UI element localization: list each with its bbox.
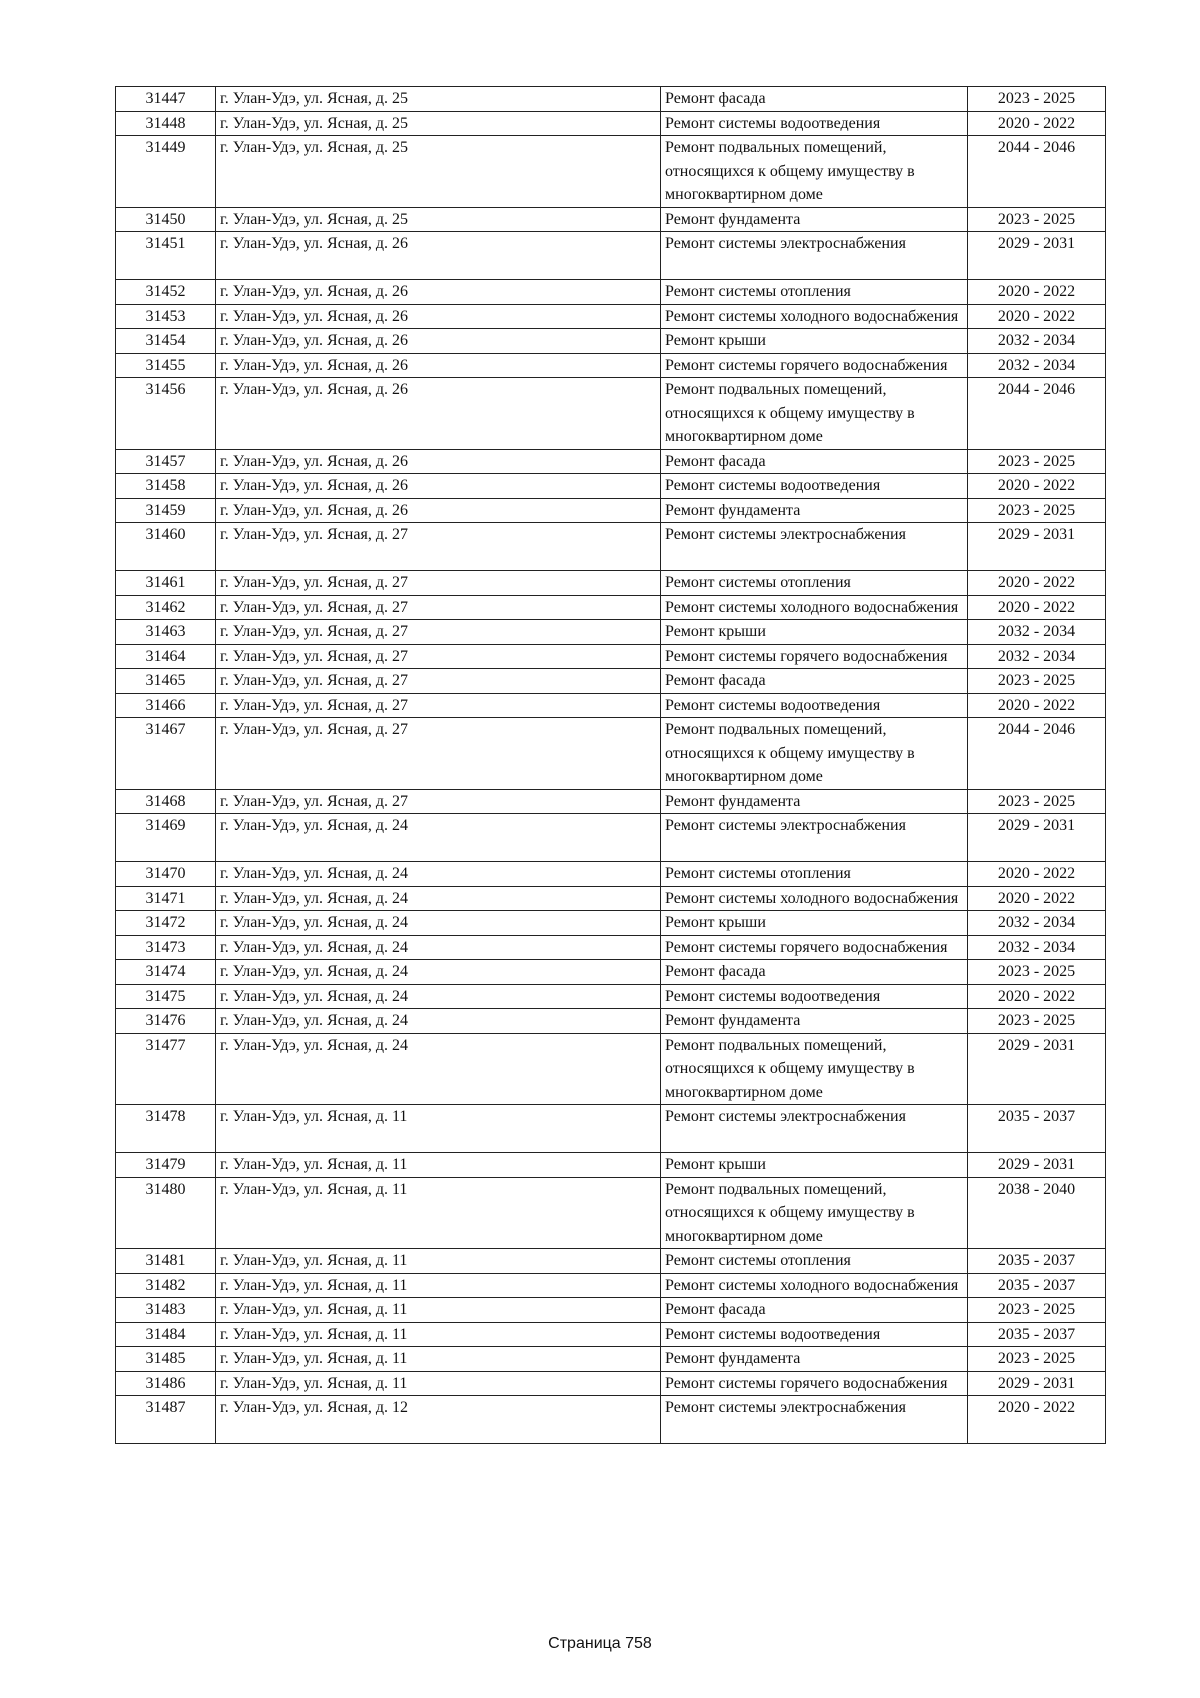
period-cell: 2032 - 2034 bbox=[968, 329, 1106, 354]
address-cell: г. Улан-Удэ, ул. Ясная, д. 27 bbox=[216, 644, 661, 669]
table-row bbox=[116, 620, 1106, 645]
work-type-cell: Ремонт системы водоотведения bbox=[661, 984, 968, 1009]
row-number-cell: 31448 bbox=[116, 111, 216, 136]
table-row bbox=[116, 1273, 1106, 1298]
period-cell: 2020 - 2022 bbox=[968, 1396, 1106, 1444]
table-row bbox=[116, 960, 1106, 985]
row-number-cell: 31455 bbox=[116, 353, 216, 378]
address-cell: г. Улан-Удэ, ул. Ясная, д. 24 bbox=[216, 911, 661, 936]
work-type-cell: Ремонт системы отопления bbox=[661, 571, 968, 596]
address-cell: г. Улан-Удэ, ул. Ясная, д. 26 bbox=[216, 304, 661, 329]
row-number-cell: 31456 bbox=[116, 378, 216, 450]
row-number-cell: 31473 bbox=[116, 935, 216, 960]
table-row bbox=[116, 378, 1106, 450]
row-number-cell: 31472 bbox=[116, 911, 216, 936]
table-row bbox=[116, 449, 1106, 474]
address-cell: г. Улан-Удэ, ул. Ясная, д. 27 bbox=[216, 595, 661, 620]
row-number-cell: 31470 bbox=[116, 862, 216, 887]
address-cell: г. Улан-Удэ, ул. Ясная, д. 26 bbox=[216, 232, 661, 280]
table-row bbox=[116, 669, 1106, 694]
table-row bbox=[116, 984, 1106, 1009]
period-cell: 2029 - 2031 bbox=[968, 523, 1106, 571]
row-number-cell: 31471 bbox=[116, 886, 216, 911]
period-cell: 2023 - 2025 bbox=[968, 1009, 1106, 1034]
row-number-cell: 31478 bbox=[116, 1105, 216, 1153]
period-cell: 2020 - 2022 bbox=[968, 693, 1106, 718]
row-number-cell: 31479 bbox=[116, 1153, 216, 1178]
row-number-cell: 31467 bbox=[116, 718, 216, 790]
period-cell: 2020 - 2022 bbox=[968, 111, 1106, 136]
table-row bbox=[116, 474, 1106, 499]
table-row bbox=[116, 1371, 1106, 1396]
address-cell: г. Улан-Удэ, ул. Ясная, д. 24 bbox=[216, 814, 661, 862]
table-row bbox=[116, 595, 1106, 620]
address-cell: г. Улан-Удэ, ул. Ясная, д. 11 bbox=[216, 1105, 661, 1153]
period-cell: 2023 - 2025 bbox=[968, 87, 1106, 112]
row-number-cell: 31449 bbox=[116, 136, 216, 208]
period-cell: 2020 - 2022 bbox=[968, 304, 1106, 329]
table-row bbox=[116, 1347, 1106, 1372]
row-number-cell: 31465 bbox=[116, 669, 216, 694]
work-type-cell: Ремонт системы электроснабжения bbox=[661, 1105, 968, 1153]
row-number-cell: 31450 bbox=[116, 207, 216, 232]
row-number-cell: 31451 bbox=[116, 232, 216, 280]
address-cell: г. Улан-Удэ, ул. Ясная, д. 11 bbox=[216, 1273, 661, 1298]
address-cell: г. Улан-Удэ, ул. Ясная, д. 26 bbox=[216, 449, 661, 474]
work-type-cell: Ремонт системы горячего водоснабжения bbox=[661, 644, 968, 669]
table-row bbox=[116, 644, 1106, 669]
table-row bbox=[116, 935, 1106, 960]
page-number: Страница 758 bbox=[548, 1635, 652, 1652]
period-cell: 2032 - 2034 bbox=[968, 935, 1106, 960]
row-number-cell: 31464 bbox=[116, 644, 216, 669]
row-number-cell: 31454 bbox=[116, 329, 216, 354]
period-cell: 2029 - 2031 bbox=[968, 1153, 1106, 1178]
work-type-cell: Ремонт системы водоотведения bbox=[661, 111, 968, 136]
address-cell: г. Улан-Удэ, ул. Ясная, д. 11 bbox=[216, 1177, 661, 1249]
row-number-cell: 31459 bbox=[116, 498, 216, 523]
period-cell: 2029 - 2031 bbox=[968, 232, 1106, 280]
work-type-cell: Ремонт подвальных помещений, относящихся к общему имуществу в многоквартирном доме bbox=[661, 378, 968, 450]
period-cell: 2020 - 2022 bbox=[968, 862, 1106, 887]
work-type-cell: Ремонт фасада bbox=[661, 669, 968, 694]
row-number-cell: 31462 bbox=[116, 595, 216, 620]
period-cell: 2023 - 2025 bbox=[968, 960, 1106, 985]
address-cell: г. Улан-Удэ, ул. Ясная, д. 26 bbox=[216, 280, 661, 305]
work-type-cell: Ремонт крыши bbox=[661, 329, 968, 354]
period-cell: 2035 - 2037 bbox=[968, 1322, 1106, 1347]
repair-schedule-table bbox=[115, 86, 1106, 1444]
work-type-cell: Ремонт системы электроснабжения bbox=[661, 232, 968, 280]
address-cell: г. Улан-Удэ, ул. Ясная, д. 11 bbox=[216, 1371, 661, 1396]
period-cell: 2023 - 2025 bbox=[968, 669, 1106, 694]
period-cell: 2035 - 2037 bbox=[968, 1273, 1106, 1298]
period-cell: 2020 - 2022 bbox=[968, 595, 1106, 620]
row-number-cell: 31458 bbox=[116, 474, 216, 499]
row-number-cell: 31460 bbox=[116, 523, 216, 571]
work-type-cell: Ремонт фасада bbox=[661, 960, 968, 985]
table-row bbox=[116, 280, 1106, 305]
address-cell: г. Улан-Удэ, ул. Ясная, д. 24 bbox=[216, 935, 661, 960]
address-cell: г. Улан-Удэ, ул. Ясная, д. 26 bbox=[216, 329, 661, 354]
table-row bbox=[116, 87, 1106, 112]
table-row bbox=[116, 1249, 1106, 1274]
address-cell: г. Улан-Удэ, ул. Ясная, д. 24 bbox=[216, 960, 661, 985]
row-number-cell: 31468 bbox=[116, 789, 216, 814]
table-row bbox=[116, 1009, 1106, 1034]
table-row bbox=[116, 1033, 1106, 1105]
period-cell: 2020 - 2022 bbox=[968, 474, 1106, 499]
work-type-cell: Ремонт системы отопления bbox=[661, 280, 968, 305]
work-type-cell: Ремонт крыши bbox=[661, 620, 968, 645]
address-cell: г. Улан-Удэ, ул. Ясная, д. 26 bbox=[216, 353, 661, 378]
row-number-cell: 31485 bbox=[116, 1347, 216, 1372]
period-cell: 2023 - 2025 bbox=[968, 449, 1106, 474]
row-number-cell: 31477 bbox=[116, 1033, 216, 1105]
row-number-cell: 31475 bbox=[116, 984, 216, 1009]
table-row bbox=[116, 207, 1106, 232]
table-row bbox=[116, 136, 1106, 208]
period-cell: 2020 - 2022 bbox=[968, 280, 1106, 305]
work-type-cell: Ремонт подвальных помещений, относящихся к общему имуществу в многоквартирном доме bbox=[661, 136, 968, 208]
period-cell: 2032 - 2034 bbox=[968, 620, 1106, 645]
address-cell: г. Улан-Удэ, ул. Ясная, д. 27 bbox=[216, 620, 661, 645]
table-row bbox=[116, 498, 1106, 523]
work-type-cell: Ремонт подвальных помещений, относящихся к общему имуществу в многоквартирном доме bbox=[661, 1033, 968, 1105]
row-number-cell: 31474 bbox=[116, 960, 216, 985]
period-cell: 2032 - 2034 bbox=[968, 353, 1106, 378]
table-row bbox=[116, 693, 1106, 718]
row-number-cell: 31469 bbox=[116, 814, 216, 862]
work-type-cell: Ремонт крыши bbox=[661, 911, 968, 936]
table-row bbox=[116, 1322, 1106, 1347]
row-number-cell: 31453 bbox=[116, 304, 216, 329]
period-cell: 2029 - 2031 bbox=[968, 814, 1106, 862]
table-row bbox=[116, 111, 1106, 136]
address-cell: г. Улан-Удэ, ул. Ясная, д. 27 bbox=[216, 571, 661, 596]
table-row bbox=[116, 814, 1106, 862]
work-type-cell: Ремонт системы холодного водоснабжения bbox=[661, 886, 968, 911]
work-type-cell: Ремонт системы электроснабжения bbox=[661, 1396, 968, 1444]
row-number-cell: 31486 bbox=[116, 1371, 216, 1396]
address-cell: г. Улан-Удэ, ул. Ясная, д. 25 bbox=[216, 111, 661, 136]
row-number-cell: 31483 bbox=[116, 1298, 216, 1323]
row-number-cell: 31481 bbox=[116, 1249, 216, 1274]
address-cell: г. Улан-Удэ, ул. Ясная, д. 27 bbox=[216, 789, 661, 814]
period-cell: 2044 - 2046 bbox=[968, 378, 1106, 450]
table-row bbox=[116, 911, 1106, 936]
period-cell: 2029 - 2031 bbox=[968, 1371, 1106, 1396]
table-row bbox=[116, 1153, 1106, 1178]
period-cell: 2023 - 2025 bbox=[968, 207, 1106, 232]
address-cell: г. Улан-Удэ, ул. Ясная, д. 27 bbox=[216, 718, 661, 790]
row-number-cell: 31482 bbox=[116, 1273, 216, 1298]
address-cell: г. Улан-Удэ, ул. Ясная, д. 24 bbox=[216, 862, 661, 887]
address-cell: г. Улан-Удэ, ул. Ясная, д. 26 bbox=[216, 378, 661, 450]
work-type-cell: Ремонт фундамента bbox=[661, 207, 968, 232]
address-cell: г. Улан-Удэ, ул. Ясная, д. 12 bbox=[216, 1396, 661, 1444]
address-cell: г. Улан-Удэ, ул. Ясная, д. 24 bbox=[216, 1009, 661, 1034]
work-type-cell: Ремонт подвальных помещений, относящихся к общему имуществу в многоквартирном доме bbox=[661, 718, 968, 790]
period-cell: 2020 - 2022 bbox=[968, 886, 1106, 911]
row-number-cell: 31466 bbox=[116, 693, 216, 718]
table-body bbox=[116, 87, 1106, 1444]
address-cell: г. Улан-Удэ, ул. Ясная, д. 25 bbox=[216, 207, 661, 232]
work-type-cell: Ремонт фасада bbox=[661, 87, 968, 112]
table-row bbox=[116, 353, 1106, 378]
period-cell: 2032 - 2034 bbox=[968, 911, 1106, 936]
address-cell: г. Улан-Удэ, ул. Ясная, д. 26 bbox=[216, 474, 661, 499]
address-cell: г. Улан-Удэ, ул. Ясная, д. 11 bbox=[216, 1249, 661, 1274]
period-cell: 2023 - 2025 bbox=[968, 1298, 1106, 1323]
table-row bbox=[116, 886, 1106, 911]
work-type-cell: Ремонт системы холодного водоснабжения bbox=[661, 595, 968, 620]
row-number-cell: 31457 bbox=[116, 449, 216, 474]
address-cell: г. Улан-Удэ, ул. Ясная, д. 27 bbox=[216, 693, 661, 718]
address-cell: г. Улан-Удэ, ул. Ясная, д. 11 bbox=[216, 1298, 661, 1323]
address-cell: г. Улан-Удэ, ул. Ясная, д. 25 bbox=[216, 136, 661, 208]
work-type-cell: Ремонт фасада bbox=[661, 449, 968, 474]
table-row bbox=[116, 718, 1106, 790]
work-type-cell: Ремонт системы холодного водоснабжения bbox=[661, 304, 968, 329]
period-cell: 2035 - 2037 bbox=[968, 1249, 1106, 1274]
table-row bbox=[116, 1298, 1106, 1323]
period-cell: 2032 - 2034 bbox=[968, 644, 1106, 669]
table-row bbox=[116, 304, 1106, 329]
table-row bbox=[116, 329, 1106, 354]
table-row bbox=[116, 862, 1106, 887]
work-type-cell: Ремонт крыши bbox=[661, 1153, 968, 1178]
address-cell: г. Улан-Удэ, ул. Ясная, д. 11 bbox=[216, 1347, 661, 1372]
table-row bbox=[116, 571, 1106, 596]
row-number-cell: 31452 bbox=[116, 280, 216, 305]
address-cell: г. Улан-Удэ, ул. Ясная, д. 24 bbox=[216, 1033, 661, 1105]
row-number-cell: 31461 bbox=[116, 571, 216, 596]
address-cell: г. Улан-Удэ, ул. Ясная, д. 26 bbox=[216, 498, 661, 523]
work-type-cell: Ремонт системы водоотведения bbox=[661, 1322, 968, 1347]
work-type-cell: Ремонт системы электроснабжения bbox=[661, 814, 968, 862]
work-type-cell: Ремонт системы водоотведения bbox=[661, 474, 968, 499]
row-number-cell: 31484 bbox=[116, 1322, 216, 1347]
work-type-cell: Ремонт фасада bbox=[661, 1298, 968, 1323]
address-cell: г. Улан-Удэ, ул. Ясная, д. 24 bbox=[216, 984, 661, 1009]
work-type-cell: Ремонт фундамента bbox=[661, 1009, 968, 1034]
period-cell: 2023 - 2025 bbox=[968, 789, 1106, 814]
period-cell: 2023 - 2025 bbox=[968, 1347, 1106, 1372]
work-type-cell: Ремонт фундамента bbox=[661, 498, 968, 523]
address-cell: г. Улан-Удэ, ул. Ясная, д. 11 bbox=[216, 1322, 661, 1347]
period-cell: 2020 - 2022 bbox=[968, 984, 1106, 1009]
work-type-cell: Ремонт системы электроснабжения bbox=[661, 523, 968, 571]
work-type-cell: Ремонт системы холодного водоснабжения bbox=[661, 1273, 968, 1298]
table-row bbox=[116, 1396, 1106, 1444]
period-cell: 2044 - 2046 bbox=[968, 718, 1106, 790]
row-number-cell: 31463 bbox=[116, 620, 216, 645]
address-cell: г. Улан-Удэ, ул. Ясная, д. 27 bbox=[216, 669, 661, 694]
row-number-cell: 31447 bbox=[116, 87, 216, 112]
row-number-cell: 31480 bbox=[116, 1177, 216, 1249]
work-type-cell: Ремонт системы отопления bbox=[661, 1249, 968, 1274]
period-cell: 2029 - 2031 bbox=[968, 1033, 1106, 1105]
work-type-cell: Ремонт подвальных помещений, относящихся к общему имуществу в многоквартирном доме bbox=[661, 1177, 968, 1249]
period-cell: 2035 - 2037 bbox=[968, 1105, 1106, 1153]
work-type-cell: Ремонт системы горячего водоснабжения bbox=[661, 1371, 968, 1396]
period-cell: 2038 - 2040 bbox=[968, 1177, 1106, 1249]
work-type-cell: Ремонт системы отопления bbox=[661, 862, 968, 887]
work-type-cell: Ремонт системы горячего водоснабжения bbox=[661, 935, 968, 960]
period-cell: 2020 - 2022 bbox=[968, 571, 1106, 596]
table-row bbox=[116, 1177, 1106, 1249]
address-cell: г. Улан-Удэ, ул. Ясная, д. 25 bbox=[216, 87, 661, 112]
work-type-cell: Ремонт фундамента bbox=[661, 789, 968, 814]
work-type-cell: Ремонт системы горячего водоснабжения bbox=[661, 353, 968, 378]
table-row bbox=[116, 232, 1106, 280]
address-cell: г. Улан-Удэ, ул. Ясная, д. 27 bbox=[216, 523, 661, 571]
table-row bbox=[116, 523, 1106, 571]
period-cell: 2044 - 2046 bbox=[968, 136, 1106, 208]
table-row bbox=[116, 1105, 1106, 1153]
table-row bbox=[116, 789, 1106, 814]
row-number-cell: 31487 bbox=[116, 1396, 216, 1444]
address-cell: г. Улан-Удэ, ул. Ясная, д. 11 bbox=[216, 1153, 661, 1178]
address-cell: г. Улан-Удэ, ул. Ясная, д. 24 bbox=[216, 886, 661, 911]
work-type-cell: Ремонт системы водоотведения bbox=[661, 693, 968, 718]
row-number-cell: 31476 bbox=[116, 1009, 216, 1034]
work-type-cell: Ремонт фундамента bbox=[661, 1347, 968, 1372]
period-cell: 2023 - 2025 bbox=[968, 498, 1106, 523]
